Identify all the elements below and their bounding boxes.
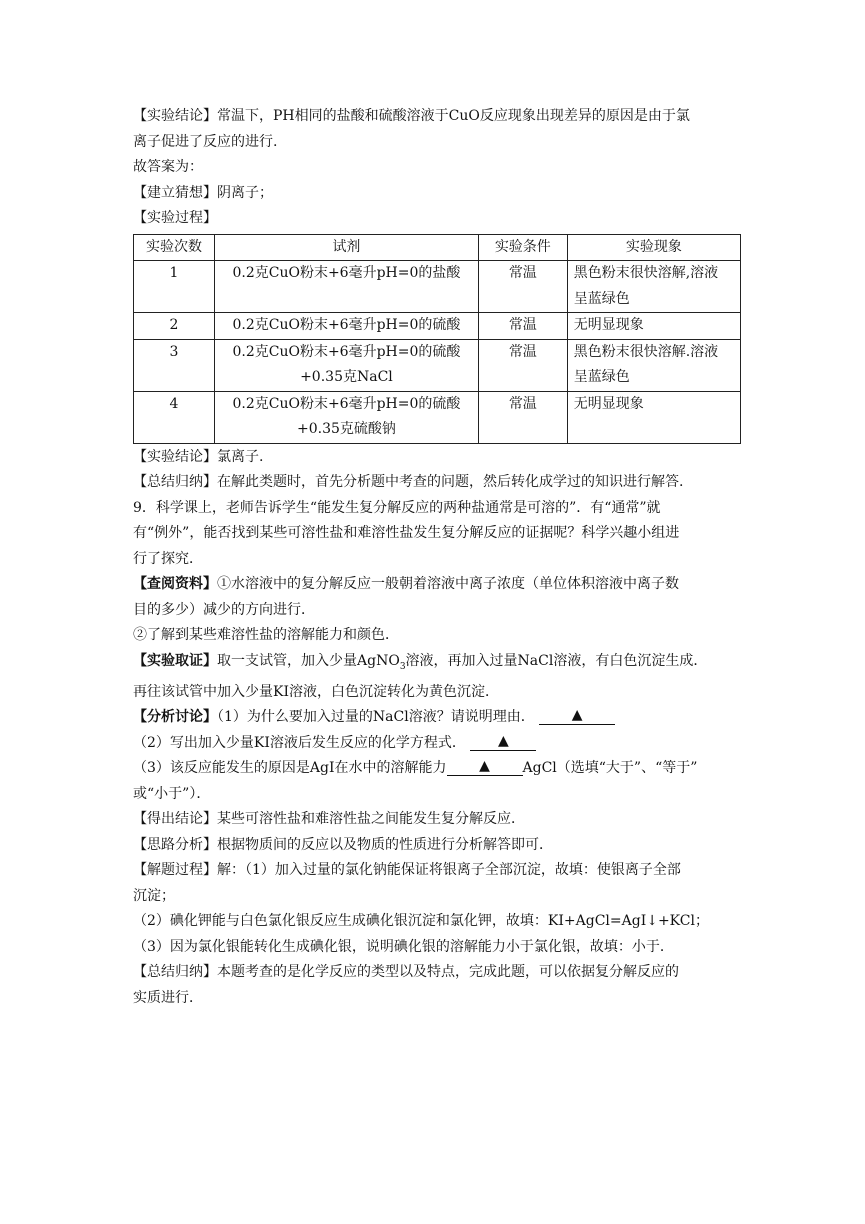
question-line: 9．科学课上，老师告诉学生“能发生复分解反应的两种盐通常是可溶的”．有“通常”就 [133,499,661,516]
cell-line: 呈蓝绿色 [573,369,630,385]
table-cell: 4 [134,391,215,443]
table-cell [567,391,740,443]
cell-line: 0.2克CuO粉末+6毫升pH=0的盐酸 [232,265,461,281]
cell-line: 呈蓝绿色 [573,290,630,307]
text-line: 【总结归纳】本题考查的是化学反应的类型以及特点，完成此题，可以依据复分解反应的 [133,964,679,981]
cell-line: 黑色粉末很快溶解.溶液 [573,343,719,360]
section-tag: 【实验取证】 [133,652,217,669]
text-line: 实质进行． [133,989,203,1006]
text-line: （3）因为氯化银能转化生成碘化银，说明碘化银的溶解能力小于氯化银，故填：小于． [133,938,674,955]
table-cell [214,261,478,313]
text-line: 【思路分析】根据物质间的反应以及物质的性质进行分析解答即可． [133,836,553,853]
document-page [133,104,743,1011]
cell-line: 0.2克CuO粉末+6毫升pH=0的硫酸 [232,317,461,333]
table-header: 实验现象 [567,234,740,261]
text-line: 【建立猜想】阴离子； [133,184,273,201]
table-row [134,339,741,391]
text-line: 目的多少）减少的方向进行． [133,601,315,618]
table-header: 试剂 [214,234,478,261]
text-line: 沉淀； [133,887,175,904]
table-row [134,313,741,340]
table-cell: 常温 [478,313,567,340]
text-line: 【解题过程】解：（1）加入过量的氯化钠能保证将银离子全部沉淀，故填：使银离子全部 [133,862,681,879]
cell-line: 黑色粉末很快溶解,溶液 [573,265,719,281]
table-cell [567,313,740,340]
answer-blank: ▲ [470,732,536,751]
text-line: （2）碘化钾能与白色氯化银反应生成碘化银沉淀和氯化钾，故填：KI+AgCl=AgI↓+KCl； [133,913,709,930]
discussion-line: （2）写出加入少量KI溶液后发生反应的化学方程式． ▲ [133,731,743,757]
table-cell [567,261,740,313]
table-row [134,261,741,313]
text-line: 【得出结论】某些可溶性盐和难溶性盐之间能发生复分解反应． [133,811,525,828]
cell-line: +0.35克NaCl [300,369,393,385]
cell-line: 无明显现象 [573,395,644,412]
text-line: 【实验结论】氯离子. [133,448,264,465]
section-tag: 【查阅资料】 [133,576,217,592]
question-line: 有“例外”，能否找到某些可溶性盐和难溶性盐发生复分解反应的证据呢？科学兴趣小组进 [133,525,680,541]
cell-line: 无明显现象 [573,317,644,333]
table-header: 实验条件 [478,234,567,261]
discussion-line: 【分析讨论】（1）为什么要加入过量的NaCl溶液？请说明理由． ▲ [133,705,743,731]
table-cell: 常温 [478,339,567,391]
table-row [134,391,741,443]
text-line: ②了解到某些难溶性盐的溶解能力和颜色． [133,627,399,643]
cell-line: +0.35克硫酸钠 [296,421,396,437]
question-line: 行了探究． [133,550,203,567]
table-cell: 常温 [478,261,567,313]
text-line: 【实验结论】常温下，PH相同的盐酸和硫酸溶液于CuO反应现象出现差异的原因是由于氯 [133,108,690,124]
section-tag: 【分析讨论】 [133,709,217,726]
answer-blank: ▲ [447,757,523,776]
table-header-row [134,234,741,261]
table-cell [214,391,478,443]
text-line: 再往该试管中加入少量KI溶液，白色沉淀转化为黄色沉淀． [133,683,499,700]
discussion-line: （3）该反应能发生的原因是AgI在水中的溶解能力 ▲ AgCl（选填“大于”、“等于” [133,758,698,777]
text-line: 离子促进了反应的进行. [133,133,278,150]
table-cell: 常温 [478,391,567,443]
table-cell: 1 [134,261,215,313]
cell-line: 0.2克CuO粉末+6毫升pH=0的硫酸 [232,343,461,360]
reference-line: 【查阅资料】①水溶液中的复分解反应一般朝着溶液中离子浓度（单位体积溶液中离子数 [133,576,679,592]
table-header: 实验次数 [134,234,215,261]
text-line: 故答案为： [133,159,203,175]
table-cell [567,339,740,391]
evidence-line: 【实验取证】取一支试管，加入少量AgNO$_3$溶液，再加入过量NaCl溶液，有白色沉淀生成． [133,652,708,672]
text-line: 【实验过程】 [133,210,217,226]
experiment-table [133,234,741,444]
text-line: 【总结归纳】在解此类题时，首先分析题中考查的问题，然后转化成学过的知识进行解答. [133,474,684,490]
text-line: 或“小于”）． [133,785,211,802]
table-cell [214,339,478,391]
table-cell: 2 [134,313,215,340]
table-cell: 3 [134,339,215,391]
answer-blank: ▲ [539,706,615,725]
cell-line: 0.2克CuO粉末+6毫升pH=0的硫酸 [232,395,461,412]
table-cell [214,313,478,340]
